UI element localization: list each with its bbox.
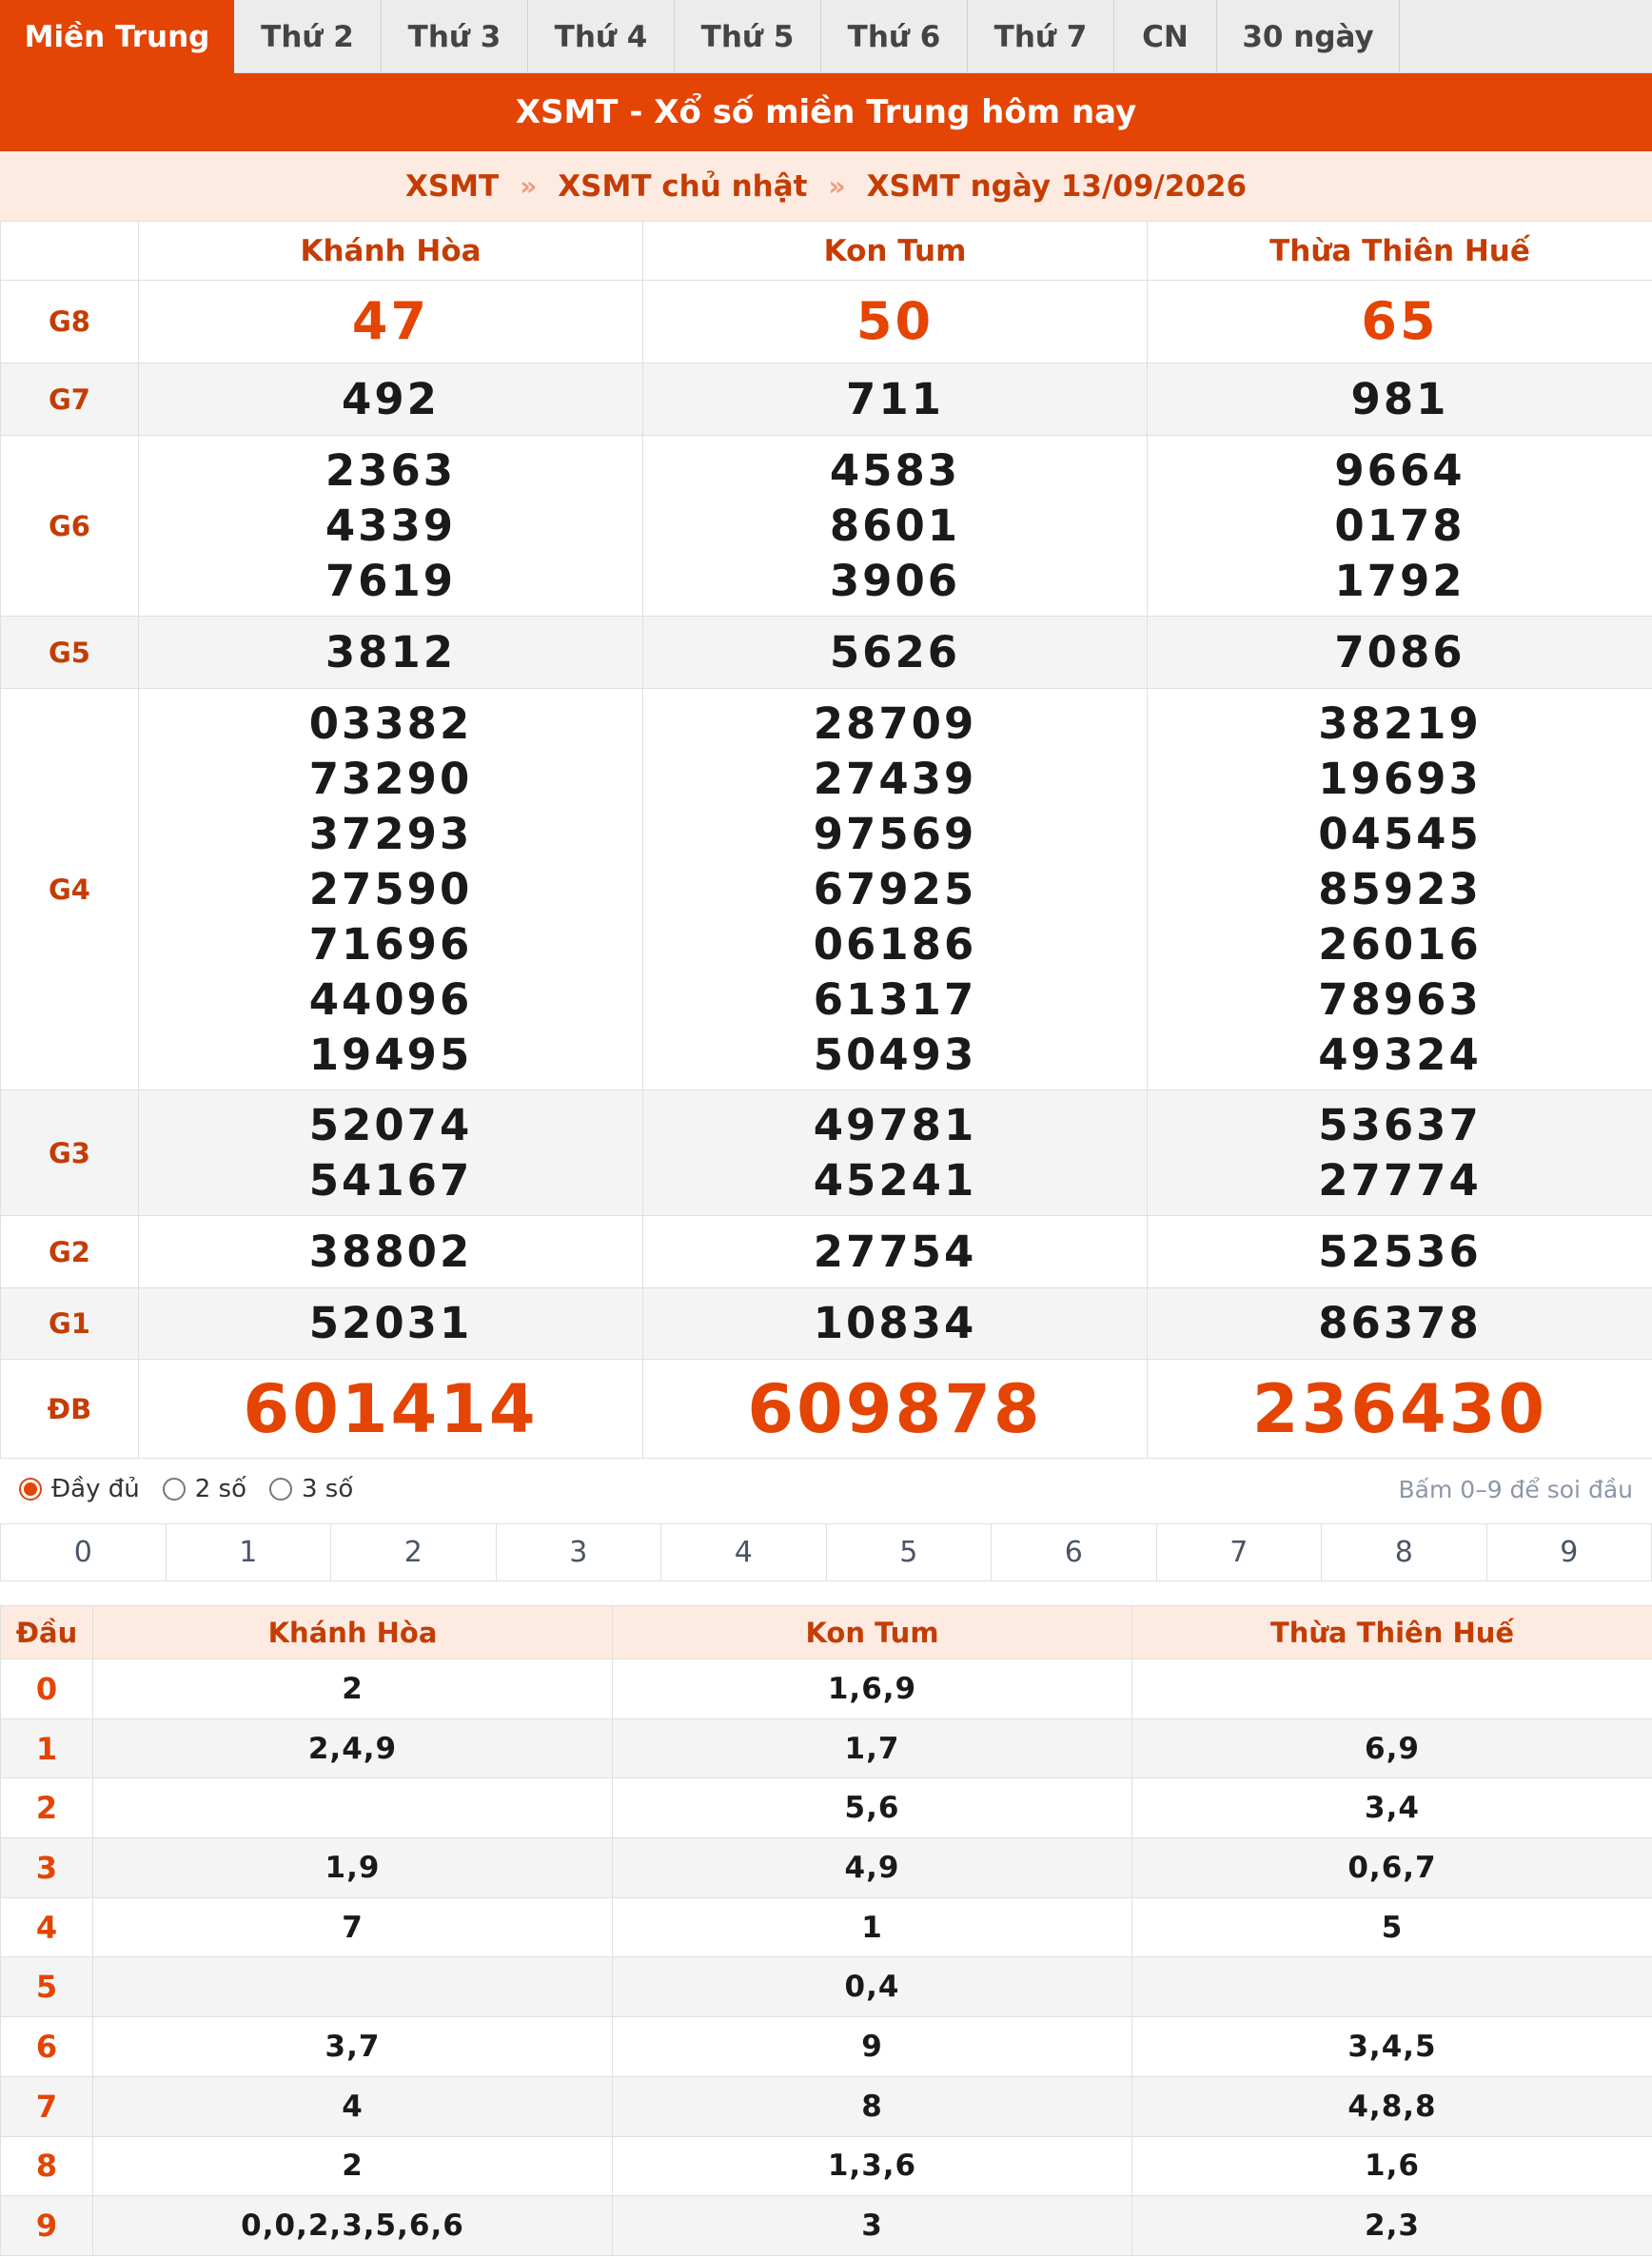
prize-numbers-cell bbox=[643, 689, 1148, 1090]
prize-numbers-cell bbox=[643, 363, 1148, 436]
radio-label: 2 số bbox=[194, 1475, 246, 1503]
lottery-number: 45241 bbox=[813, 1154, 977, 1206]
tab-thu-7[interactable]: Thứ 7 bbox=[968, 0, 1114, 73]
radio-indicator bbox=[163, 1478, 186, 1501]
lottery-number: 73290 bbox=[308, 753, 473, 804]
prize-numbers-cell bbox=[643, 617, 1148, 689]
lottery-number: 27774 bbox=[1318, 1154, 1482, 1206]
lottery-number: 44096 bbox=[308, 973, 473, 1025]
dau-tails-cell: 0,0,2,3,5,6,6 bbox=[93, 2196, 613, 2256]
prize-numbers-cell bbox=[1148, 281, 1652, 363]
prize-row bbox=[1, 436, 1652, 617]
prize-label: G5 bbox=[1, 617, 139, 689]
dau-tails-cell: 3,4 bbox=[1132, 1778, 1652, 1838]
lottery-number: 5626 bbox=[829, 626, 961, 677]
prize-numbers-cell bbox=[643, 1288, 1148, 1360]
lottery-number: 27754 bbox=[813, 1226, 977, 1277]
breadcrumb-link-xsmt-date[interactable]: XSMT ngày 13/09/2026 bbox=[866, 168, 1248, 204]
radio-2-so[interactable] bbox=[163, 1475, 246, 1503]
prize-row bbox=[1, 1216, 1652, 1288]
dau-tails-cell: 7 bbox=[93, 1897, 613, 1957]
dau-row bbox=[1, 1838, 1652, 1898]
lottery-number: 67925 bbox=[813, 863, 977, 914]
prize-label: G7 bbox=[1, 363, 139, 436]
province-header: Kon Tum bbox=[613, 1606, 1132, 1659]
dau-tails-cell bbox=[93, 1778, 613, 1838]
lottery-number: 601414 bbox=[243, 1369, 539, 1448]
lottery-number: 4339 bbox=[324, 500, 457, 551]
lottery-number: 03382 bbox=[308, 697, 473, 749]
lottery-number: 49781 bbox=[813, 1099, 977, 1150]
dau-tails-cell: 8 bbox=[613, 2076, 1132, 2136]
dau-row bbox=[1, 1778, 1652, 1838]
dau-digit: 1 bbox=[1, 1718, 93, 1778]
tab-cn[interactable]: CN bbox=[1114, 0, 1217, 73]
lottery-number: 97569 bbox=[813, 808, 977, 859]
results-header-row bbox=[1, 222, 1652, 281]
digit-button-6[interactable]: 6 bbox=[992, 1524, 1157, 1580]
lottery-number: 71696 bbox=[308, 918, 473, 970]
dau-row bbox=[1, 1957, 1652, 2017]
view-options bbox=[0, 1459, 1652, 1520]
dau-tails-cell bbox=[93, 1957, 613, 2017]
province-header: Thừa Thiên Huế bbox=[1132, 1606, 1652, 1659]
lottery-number: 52074 bbox=[308, 1099, 473, 1150]
dau-tails-cell: 1,6,9 bbox=[613, 1659, 1132, 1719]
prize-numbers-cell bbox=[1148, 1288, 1652, 1360]
dau-row bbox=[1, 2196, 1652, 2256]
lottery-number: 06186 bbox=[813, 918, 977, 970]
lottery-number: 85923 bbox=[1318, 863, 1482, 914]
hint-text: Bấm 0–9 để soi đầu bbox=[1398, 1475, 1633, 1503]
lottery-number: 65 bbox=[1361, 291, 1439, 351]
dau-tails-cell: 5 bbox=[1132, 1897, 1652, 1957]
lottery-number: 10834 bbox=[813, 1298, 977, 1348]
prize-numbers-cell bbox=[1148, 363, 1652, 436]
prize-numbers-cell bbox=[139, 1216, 643, 1288]
digit-button-7[interactable]: 7 bbox=[1157, 1524, 1323, 1580]
radio-indicator bbox=[269, 1478, 292, 1501]
dau-row bbox=[1, 1897, 1652, 1957]
dau-tails-cell: 4,8,8 bbox=[1132, 2076, 1652, 2136]
digit-button-2[interactable]: 2 bbox=[331, 1524, 497, 1580]
lottery-number: 52031 bbox=[308, 1298, 473, 1348]
dau-tails-cell: 9 bbox=[613, 2017, 1132, 2077]
prize-label: G2 bbox=[1, 1216, 139, 1288]
province-header: Kon Tum bbox=[643, 222, 1148, 281]
dau-header: Đầu bbox=[1, 1606, 93, 1659]
tab-mien-trung[interactable]: Miền Trung bbox=[0, 0, 234, 73]
region-tabs bbox=[0, 0, 1652, 73]
dau-tails-cell bbox=[1132, 1957, 1652, 2017]
prize-numbers-cell bbox=[139, 617, 643, 689]
province-header: Thừa Thiên Huế bbox=[1148, 222, 1652, 281]
dau-digit: 6 bbox=[1, 2017, 93, 2077]
lottery-number: 28709 bbox=[813, 697, 977, 749]
dau-tails-cell: 3,7 bbox=[93, 2017, 613, 2077]
prize-numbers-cell bbox=[139, 1090, 643, 1216]
lottery-number: 236430 bbox=[1251, 1369, 1548, 1448]
digit-button-0[interactable]: 0 bbox=[1, 1524, 167, 1580]
dau-tails-cell: 4,9 bbox=[613, 1838, 1132, 1898]
dau-tails-cell: 2 bbox=[93, 2136, 613, 2196]
tab-thu-4[interactable]: Thứ 4 bbox=[528, 0, 675, 73]
prize-numbers-cell bbox=[139, 689, 643, 1090]
prize-numbers-cell bbox=[1148, 1216, 1652, 1288]
dau-header-row bbox=[1, 1606, 1652, 1659]
prize-label: G1 bbox=[1, 1288, 139, 1360]
prize-numbers-cell bbox=[643, 281, 1148, 363]
prize-label: G8 bbox=[1, 281, 139, 363]
prize-numbers-cell bbox=[139, 1360, 643, 1459]
dau-tails-cell: 2,3 bbox=[1132, 2196, 1652, 2256]
dau-digit: 4 bbox=[1, 1897, 93, 1957]
tab-thu-6[interactable]: Thứ 6 bbox=[821, 0, 968, 73]
prize-label: G6 bbox=[1, 436, 139, 617]
prize-numbers-cell bbox=[643, 1360, 1148, 1459]
prize-numbers-cell bbox=[139, 436, 643, 617]
prize-numbers-cell bbox=[139, 363, 643, 436]
dau-tails-cell: 1,3,6 bbox=[613, 2136, 1132, 2196]
prize-label: G3 bbox=[1, 1090, 139, 1216]
prize-row bbox=[1, 281, 1652, 363]
lottery-number: 2363 bbox=[324, 444, 457, 496]
dau-tails-cell: 2 bbox=[93, 1659, 613, 1719]
lottery-number: 27439 bbox=[813, 753, 977, 804]
dau-digit: 7 bbox=[1, 2076, 93, 2136]
dau-digit: 8 bbox=[1, 2136, 93, 2196]
prize-label: G4 bbox=[1, 689, 139, 1090]
prize-numbers-cell bbox=[139, 1288, 643, 1360]
breadcrumb-link-xsmt[interactable]: XSMT bbox=[404, 168, 500, 204]
province-header: Khánh Hòa bbox=[93, 1606, 613, 1659]
dau-table bbox=[0, 1605, 1652, 2256]
lottery-number: 49324 bbox=[1318, 1029, 1482, 1080]
digit-button-5[interactable]: 5 bbox=[827, 1524, 993, 1580]
dau-tails-cell: 1,9 bbox=[93, 1838, 613, 1898]
breadcrumb bbox=[0, 151, 1652, 221]
lottery-number: 0178 bbox=[1334, 500, 1465, 551]
lottery-number: 53637 bbox=[1318, 1099, 1482, 1150]
results-table bbox=[0, 221, 1652, 1459]
dau-tails-cell: 2,4,9 bbox=[93, 1718, 613, 1778]
dau-row bbox=[1, 2017, 1652, 2077]
dau-row bbox=[1, 2136, 1652, 2196]
prize-row bbox=[1, 1288, 1652, 1360]
breadcrumb-separator: » bbox=[828, 170, 846, 202]
dau-tails-cell: 1 bbox=[613, 1897, 1132, 1957]
lottery-number: 52536 bbox=[1318, 1226, 1482, 1277]
lottery-number: 7086 bbox=[1334, 626, 1465, 677]
dau-row bbox=[1, 2076, 1652, 2136]
prize-numbers-cell bbox=[139, 281, 643, 363]
prize-row bbox=[1, 363, 1652, 436]
dau-tails-cell: 1,6 bbox=[1132, 2136, 1652, 2196]
lottery-number: 61317 bbox=[813, 973, 977, 1025]
digit-button-8[interactable]: 8 bbox=[1322, 1524, 1487, 1580]
tab-thu-3[interactable]: Thứ 3 bbox=[382, 0, 528, 73]
lottery-number: 3812 bbox=[324, 626, 457, 677]
prize-numbers-cell bbox=[1148, 617, 1652, 689]
prize-row bbox=[1, 689, 1652, 1090]
lottery-number: 492 bbox=[342, 373, 440, 424]
dau-tails-cell: 6,9 bbox=[1132, 1718, 1652, 1778]
radio-day-du[interactable] bbox=[19, 1475, 140, 1503]
dau-tails-cell: 3,4,5 bbox=[1132, 2017, 1652, 2077]
dau-digit: 9 bbox=[1, 2196, 93, 2256]
lottery-number: 1792 bbox=[1334, 555, 1465, 606]
dau-tails-cell: 1,7 bbox=[613, 1718, 1132, 1778]
prize-row bbox=[1, 1090, 1652, 1216]
tab-thu-5[interactable]: Thứ 5 bbox=[675, 0, 821, 73]
prize-header-cell bbox=[1, 222, 139, 281]
dau-row bbox=[1, 1718, 1652, 1778]
prize-label: ĐB bbox=[1, 1360, 139, 1459]
lottery-number: 19495 bbox=[308, 1029, 473, 1080]
lottery-number: 54167 bbox=[308, 1154, 473, 1206]
digit-buttons bbox=[0, 1523, 1652, 1581]
prize-numbers-cell bbox=[1148, 436, 1652, 617]
digit-button-9[interactable]: 9 bbox=[1560, 1536, 1579, 1569]
prize-numbers-cell bbox=[1148, 689, 1652, 1090]
lottery-number: 38802 bbox=[308, 1226, 473, 1277]
breadcrumb-separator: » bbox=[520, 170, 538, 202]
dau-digit: 5 bbox=[1, 1957, 93, 2017]
lottery-number: 04545 bbox=[1318, 808, 1482, 859]
lottery-number: 8601 bbox=[829, 500, 961, 551]
breadcrumb-link-xsmt-chu-nhat[interactable]: XSMT chủ nhật bbox=[558, 168, 808, 204]
lottery-number: 38219 bbox=[1318, 697, 1482, 749]
dau-tails-cell bbox=[1132, 1659, 1652, 1719]
lottery-number: 26016 bbox=[1318, 918, 1482, 970]
lottery-number: 9664 bbox=[1334, 444, 1465, 496]
lottery-number: 981 bbox=[1350, 373, 1449, 424]
lottery-number: 47 bbox=[351, 291, 430, 351]
radio-indicator bbox=[19, 1478, 42, 1501]
dau-tails-cell: 0,4 bbox=[613, 1957, 1132, 2017]
tab-thu-2[interactable]: Thứ 2 bbox=[234, 0, 382, 73]
prize-numbers-cell bbox=[643, 436, 1148, 617]
prize-row bbox=[1, 1360, 1652, 1459]
lottery-number: 3906 bbox=[829, 555, 961, 606]
dau-row bbox=[1, 1659, 1652, 1719]
tab-30-ngay[interactable]: 30 ngày bbox=[1217, 0, 1400, 73]
dau-tails-cell: 5,6 bbox=[613, 1778, 1132, 1838]
lottery-number: 609878 bbox=[747, 1369, 1043, 1448]
dau-digit: 2 bbox=[1, 1778, 93, 1838]
prize-numbers-cell bbox=[643, 1216, 1148, 1288]
radio-label: 3 số bbox=[301, 1475, 354, 1503]
lottery-number: 711 bbox=[846, 373, 944, 424]
lottery-number: 86378 bbox=[1318, 1298, 1482, 1348]
digit-button-3[interactable]: 3 bbox=[497, 1524, 662, 1580]
radio-label: Đầy đủ bbox=[51, 1475, 140, 1503]
dau-tails-cell: 3 bbox=[613, 2196, 1132, 2256]
lottery-number: 37293 bbox=[308, 808, 473, 859]
digit-button-4[interactable]: 4 bbox=[661, 1524, 827, 1580]
digit-button-1[interactable]: 1 bbox=[167, 1524, 332, 1580]
prize-numbers-cell bbox=[643, 1090, 1148, 1216]
lottery-number: 7619 bbox=[324, 555, 457, 606]
radio-3-so[interactable] bbox=[269, 1475, 353, 1503]
lottery-number: 27590 bbox=[308, 863, 473, 914]
page-title: XSMT - Xổ số miền Trung hôm nay bbox=[0, 73, 1652, 151]
province-header: Khánh Hòa bbox=[139, 222, 643, 281]
dau-tails-cell: 4 bbox=[93, 2076, 613, 2136]
lottery-number: 50493 bbox=[813, 1029, 977, 1080]
prize-numbers-cell bbox=[1148, 1360, 1652, 1459]
dau-tails-cell: 0,6,7 bbox=[1132, 1838, 1652, 1898]
prize-numbers-cell bbox=[1148, 1090, 1652, 1216]
dau-digit: 0 bbox=[1, 1659, 93, 1719]
dau-digit: 3 bbox=[1, 1838, 93, 1898]
lottery-number: 19693 bbox=[1318, 753, 1482, 804]
lottery-number: 78963 bbox=[1318, 973, 1482, 1025]
lottery-number: 4583 bbox=[829, 444, 961, 496]
lottery-number: 50 bbox=[856, 291, 934, 351]
prize-row bbox=[1, 617, 1652, 689]
